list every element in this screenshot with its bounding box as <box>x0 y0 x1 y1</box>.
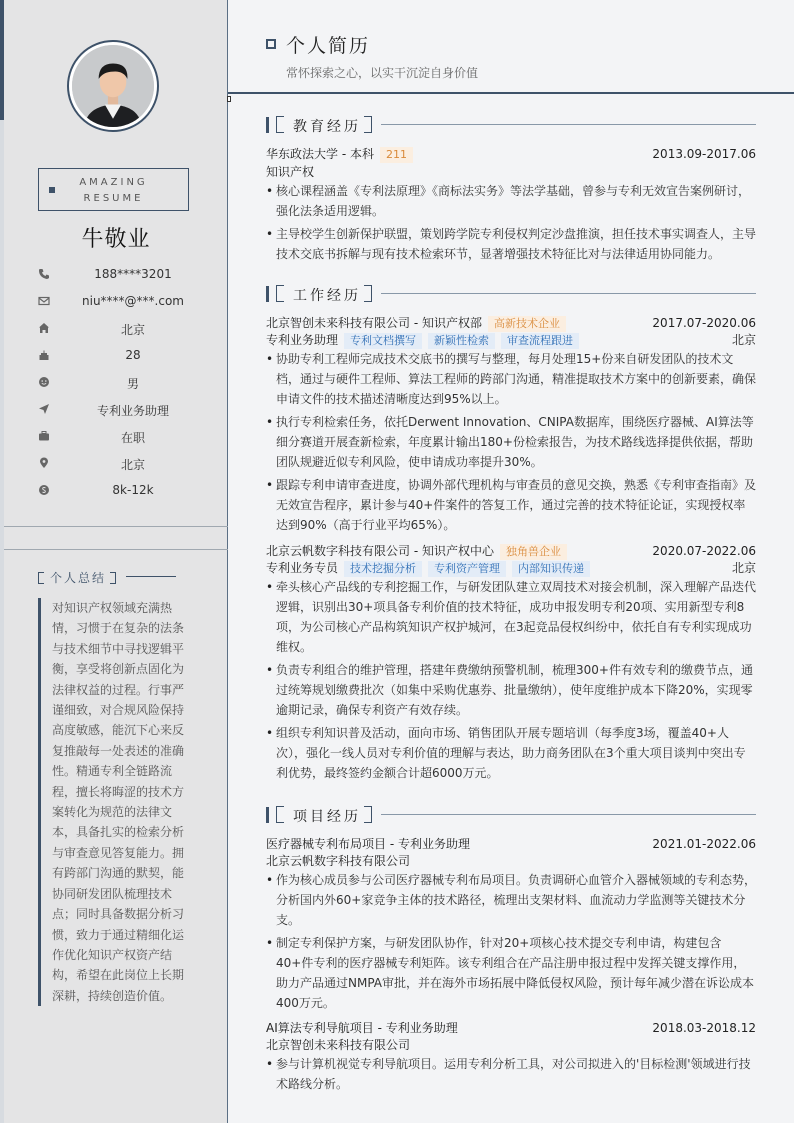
summary-heading <box>38 569 116 585</box>
list-item: • 作为核心成员参与公司医疗器械专利布局项目。负责调研心血管介入器械领域的专利态势，分析国内外60+家竞争主体的技术路径，梳理出支架材料、血流动力学监测等关键技术分支。 <box>266 870 756 930</box>
job-role-row <box>266 560 756 577</box>
bracket-right-icon <box>364 285 372 302</box>
list-item: • 执行专利检索任务，依托Derwent Innovation、CNIPA数据库，围绕医疗器械、AI算法等细分赛道开展查新检索，年度累计输出180+份检索报告，为技术路线选择提供依据，帮助团队规避近似专利风险，使申请成功率提升30%。 <box>266 412 756 472</box>
sidebar-divider <box>4 526 228 527</box>
project-bullets <box>266 870 756 1013</box>
page-title <box>266 31 370 58</box>
section-bar <box>266 807 269 823</box>
bracket-left-icon <box>276 116 284 133</box>
education-header <box>266 146 756 163</box>
bracket-left-icon <box>38 572 44 584</box>
section-line <box>381 124 756 125</box>
page-title-text: 个人简历 <box>286 35 371 57</box>
section-bar <box>266 117 269 133</box>
job-header <box>266 315 756 332</box>
job-role-row <box>266 332 756 349</box>
section-projects-heading <box>266 806 756 824</box>
skill-tag: 技术挖掘分析 <box>344 561 422 577</box>
header-divider <box>228 92 794 94</box>
skill-tag: 内部知识传递 <box>512 561 590 577</box>
sidebar <box>4 0 228 1123</box>
list-item: • 跟踪专利申请审查进度，协调外部代理机构与审查员的意见交换，熟悉《专利审查指南》及无效宣告程序，累计参与40+件案件的答复工作，通过完善的技术特征论证，实现授权率达到90%（高于行业平均65%）。 <box>266 475 756 535</box>
avatar <box>67 40 159 132</box>
bracket-right-icon <box>364 116 372 133</box>
info-value: 在职 <box>120 431 145 445</box>
job-role: 专利业务助理 <box>266 333 339 347</box>
info-value: 28 <box>125 348 141 362</box>
bracket-right-icon <box>364 806 372 823</box>
bracket-left-icon <box>276 806 284 823</box>
skill-tag: 专利文档撰写 <box>344 333 422 349</box>
section-bar <box>266 286 269 302</box>
job-city: 北京 <box>731 333 756 347</box>
candidate-name: 牛敬业 <box>81 227 151 252</box>
resume-badge <box>38 168 189 211</box>
badge-square-icon <box>49 187 55 193</box>
info-value: 北京 <box>120 323 145 337</box>
job-bullets <box>266 349 756 535</box>
school-tag: 211 <box>380 147 413 163</box>
section-education-heading <box>266 116 756 134</box>
skill-tag: 专利资产管理 <box>428 561 506 577</box>
bracket-right-icon <box>110 572 116 584</box>
sidebar-divider <box>4 549 228 550</box>
list-item: • 主导校学生创新保护联盟，策划跨学院专利侵权判定沙盘推演，担任技术事实调查人，主导技术交底书拆解与现有技术检索环节，显著增强技术特征比对与法律适用协同能力。 <box>266 224 756 264</box>
info-email <box>4 292 228 312</box>
info-value: 8k-12k <box>112 483 154 497</box>
info-salary <box>4 481 228 501</box>
badge-line2: RESUME <box>83 193 144 204</box>
info-position <box>4 400 228 420</box>
project-header <box>266 836 756 853</box>
info-status <box>4 427 228 447</box>
info-value: niu****@***.com <box>82 294 184 308</box>
title-square-icon <box>266 39 276 49</box>
bracket-left-icon <box>276 285 284 302</box>
info-location <box>4 454 228 474</box>
info-value: 专利业务助理 <box>96 404 169 418</box>
company-tag: 高新技术企业 <box>488 316 566 332</box>
info-phone <box>4 265 228 285</box>
project-company: 北京云帆数字科技有限公司 <box>266 854 411 868</box>
summary-title: 个人总结 <box>50 571 107 585</box>
company-name: 北京云帆数字科技有限公司 - 知识产权中心 <box>266 544 494 558</box>
skill-tag: 审查流程跟进 <box>501 333 579 349</box>
list-item: • 参与计算机视觉专利导航项目。运用专利分析工具，对公司拟进入的'目标检测'领域进行技术路线分析。 <box>266 1054 756 1094</box>
job-city: 北京 <box>731 561 756 575</box>
school-name: 华东政法大学 - 本科 <box>266 147 374 161</box>
info-age <box>4 346 228 366</box>
info-gender <box>4 373 228 393</box>
info-value: 北京 <box>120 458 145 472</box>
section-title: 项目经历 <box>293 809 361 825</box>
section-line <box>381 293 756 294</box>
section-title: 教育经历 <box>293 119 361 135</box>
list-item: • 组织专利知识普及活动，面向市场、销售团队开展专题培训（每季度3场，覆盖40+人次），强化一线人员对专利价值的理解与表达，助力商务团队在3个重大项目谈判中突出专利优势，最终签约金额合计超6000万元。 <box>266 723 756 783</box>
list-item: • 制定专利保护方案，与研发团队协作，针对20+项核心技术提交专利申请，构建包含40+件专利的医疗器械专利矩阵。该专利组合在产品注册申报过程中发挥关键支撑作用，助力产品通过NMPA审批，并在海外市场拓展中降低侵权风险，预计每年减少潜在诉讼成本400万元。 <box>266 933 756 1013</box>
avatar-photo <box>72 45 154 127</box>
summary-title-line <box>126 576 176 577</box>
job-date: 2017.07-2020.06 <box>652 316 756 330</box>
project-header <box>266 1020 756 1037</box>
education-bullets <box>266 181 756 264</box>
page-subtitle: 常怀探索之心，以实干沉淀自身价值 <box>286 66 479 80</box>
summary-text: 对知识产权领域充满热情，习惯于在复杂的法条与技术细节中寻找逻辑平衡，享受将创新点固化为法律权益的过程。行事严谨细致，对合规风险保持高度敏感，能沉下心来反复推敲每一处表述的准确性。精通专利全链路流程，擅长将晦涩的技术方案转化为规范的法律文本，具备扎实的检索分析与审查意见答复能力。拥有跨部门沟通的默契，能协同研发团队梳理技术点；同时具备数据分析习惯，致力于通过精细化运作优化知识产权资产结构，希望在此岗位上长期深耕，持续创造价值。 <box>38 598 188 1006</box>
main-content <box>228 0 794 1123</box>
skill-tag: 新颖性检索 <box>428 333 495 349</box>
section-work-heading <box>266 285 756 303</box>
section-title: 工作经历 <box>293 288 361 304</box>
project-company: 北京智创未来科技有限公司 <box>266 1038 411 1052</box>
company-tag: 独角兽企业 <box>500 544 567 560</box>
education-date: 2013.09-2017.06 <box>652 147 756 161</box>
list-item: • 负责专利组合的维护管理，搭建年费缴纳预警机制，梳理300+件有效专利的缴费节点，通过统筹规划缴费批次（如集中采购优惠券、批量缴纳），使年度维护成本下降20%，实现零逾期记录，确保专利资产有效存续。 <box>266 660 756 720</box>
project-bullets <box>266 1054 756 1094</box>
project-date: 2021.01-2022.06 <box>652 837 756 851</box>
info-value: 男 <box>126 377 139 391</box>
info-value: 188****3201 <box>94 267 172 281</box>
job-role: 专利业务专员 <box>266 561 339 575</box>
list-item: • 核心课程涵盖《专利法原理》《商标法实务》等法学基础，曾参与专利无效宣告案例研讨，强化法条适用逻辑。 <box>266 181 756 221</box>
section-line <box>381 814 756 815</box>
project-name: AI算法专利导航项目 - 专利业务助理 <box>266 1021 458 1035</box>
job-header <box>266 543 756 560</box>
list-item: • 协助专利工程师完成技术交底书的撰写与整理，每月处理15+份来自研发团队的技术文档，通过与硬件工程师、算法工程师的跨部门沟通，精准提取技术方案中的创新要素，确保申请文件的技术描述清晰度达到95%以上。 <box>266 349 756 409</box>
project-date: 2018.03-2018.12 <box>652 1021 756 1035</box>
badge-line1: AMAZING <box>79 177 148 188</box>
project-name: 医疗器械专利布局项目 - 专利业务助理 <box>266 837 470 851</box>
job-date: 2020.07-2022.06 <box>652 544 756 558</box>
info-home <box>4 319 228 339</box>
education-major: 知识产权 <box>266 165 315 179</box>
company-name: 北京智创未来科技有限公司 - 知识产权部 <box>266 316 482 330</box>
job-bullets <box>266 577 756 783</box>
list-item: • 牵头核心产品线的专利挖掘工作，与研发团队建立双周技术对接会机制，深入理解产品迭代逻辑，识别出30+项具备专利价值的技术特征，成功申报发明专利20项、实用新型专利8项，为公司核心产品构筑知识产权护城河，在3起竞品侵权纠纷中，依托自有专利实现成功维权。 <box>266 577 756 657</box>
